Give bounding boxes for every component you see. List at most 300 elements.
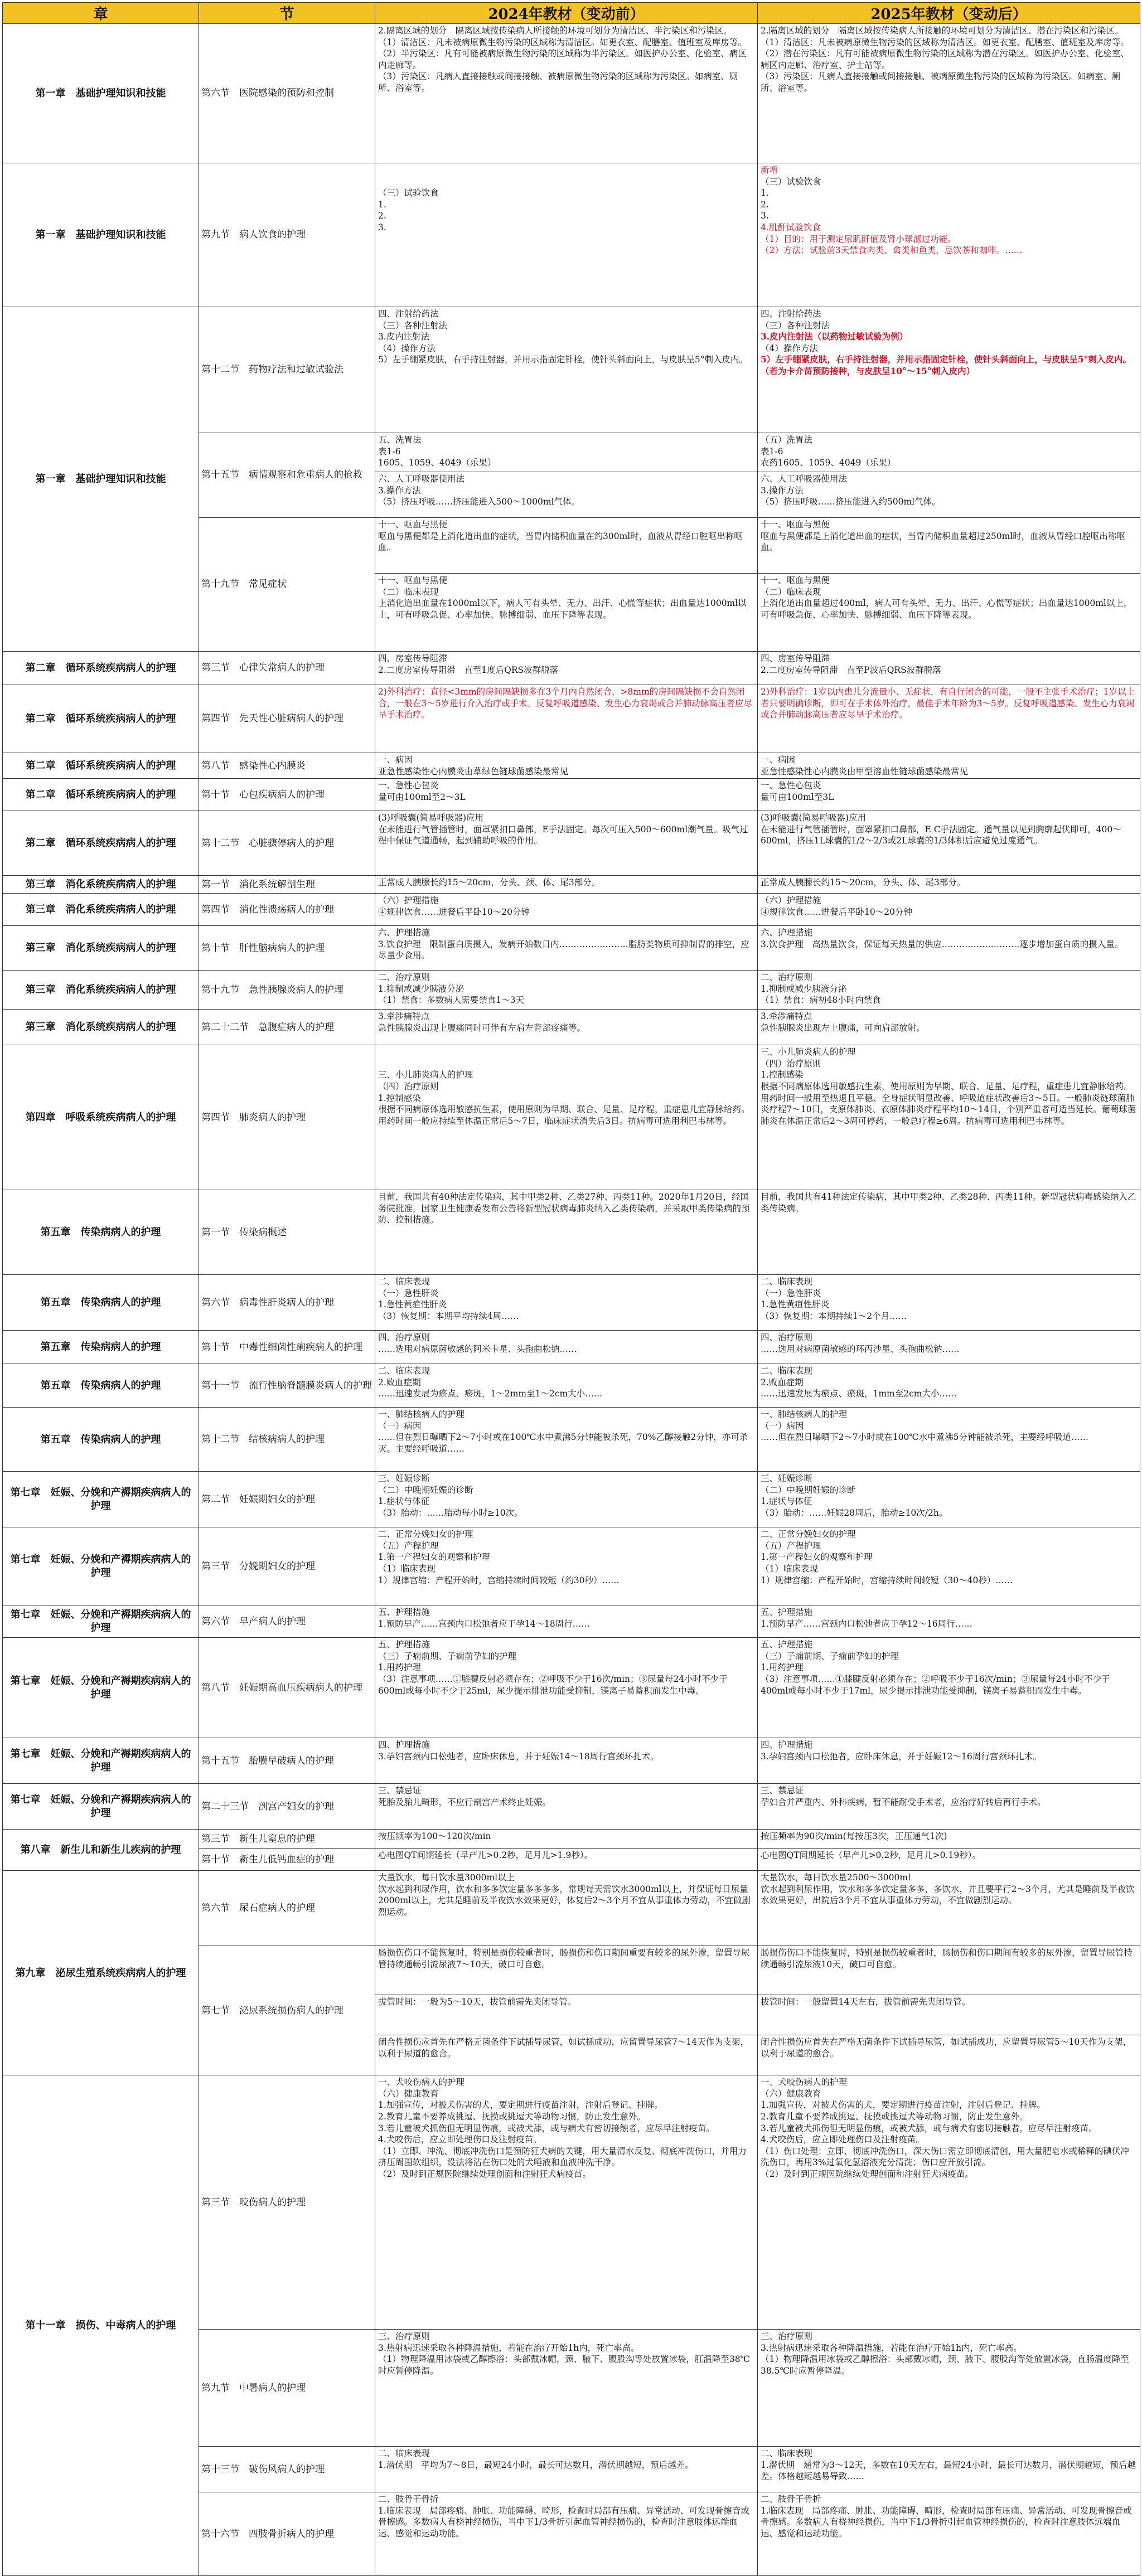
before-cell	[375, 1849, 758, 1871]
text-line: （1）立即、冲洗、彻底冲洗伤口是预防狂犬病的关键，用大量清水反复、彻底冲洗伤口，并用力挤压周围软组织，设法将沾在伤口处的犬唾液和血液冲洗干净。	[378, 2146, 747, 2168]
text-line: （三）各种注射法	[378, 320, 448, 331]
text-line: （3）污染区：凡病人直接接触或间接接触、被病原微生物污染的区域称为污染区。如病室、厕所、浴室等。	[761, 71, 1121, 94]
text-line: ……选用对病原菌敏感的阿米卡星、头孢曲松钠……	[378, 1343, 577, 1354]
text-line: 1.第一产程妇女的观察和护理	[761, 1552, 873, 1563]
text-line	[378, 1058, 754, 1070]
text-line: 1.预防早产……宫颈内口松弛者应于孕12～16周行……	[761, 1618, 972, 1629]
text-line: 3.操作方法	[761, 485, 804, 496]
table-row	[3, 1275, 1140, 1331]
table-row	[3, 894, 1140, 926]
chapter-cell: 第七章 妊娠、分娩和产褥期疾病病人的护理	[3, 1605, 199, 1638]
section-cell: 第三节 心律失常病人的护理	[199, 652, 375, 685]
text-line: 1.控制感染	[761, 1070, 804, 1080]
section-cell: 第四节 肺炎病人的护理	[199, 1045, 375, 1190]
text-line: 3.牵涉痛特点	[761, 1011, 812, 1022]
text-line: 在未能进行气管插管时，面罩紧扣口鼻部，E手法固定。每次可压入500～600ml潮气量。吸气过程中保证气道通畅，起到辅助呼吸的作用。	[378, 824, 748, 846]
text-line: （一）病因	[378, 1420, 422, 1431]
before-cell	[375, 1946, 758, 1995]
text-line: （一）急性肝炎	[761, 1288, 821, 1298]
table-row	[3, 876, 1140, 894]
section-cell: 第十五节 病情观察和危重病人的抢救	[199, 433, 375, 518]
after-cell	[758, 307, 1140, 433]
text-line: (3)呼吸囊(简易呼吸器)应用	[378, 813, 484, 823]
text-line: 一、犬咬伤病人的护理	[378, 2077, 465, 2088]
before-cell	[375, 1738, 758, 1784]
section-cell: 第十六节 四肢骨折病人的护理	[199, 2492, 375, 2576]
text-line: 四、房室传导阻滞	[761, 653, 830, 663]
text-line: 六、护理措施	[761, 928, 813, 938]
text-line: 1605、1059、4049（乐果）	[378, 458, 496, 468]
text-line: 死胎及胎儿畸形，不应行剖宫产术终止妊娠。	[378, 1797, 551, 1807]
text-line: （五）产程护理	[761, 1540, 821, 1551]
chapter-cell: 第三章 消化系统疾病病人的护理	[3, 971, 199, 1010]
after-cell	[758, 2330, 1140, 2447]
section-cell: 第十节 新生儿低钙血症的护理	[199, 1849, 375, 1871]
section-cell: 第一节 传染病概述	[199, 1190, 375, 1275]
before-cell	[375, 779, 758, 811]
text-line: 六、人工呼吸器使用法	[378, 474, 465, 484]
section-cell: 第六节 早产病人的护理	[199, 1605, 375, 1638]
chapter-cell: 第四章 呼吸系统疾病病人的护理	[3, 1045, 199, 1190]
before-cell	[375, 1995, 758, 2035]
after-cell	[758, 811, 1140, 876]
text-line: （2）及时到正规医院继续处理创面和注射狂犬病疫苗。	[761, 2169, 974, 2180]
section-cell: 第八节 感染性心内膜炎	[199, 753, 375, 779]
table-row	[3, 1010, 1140, 1045]
text-line: （六）护理措施	[378, 895, 439, 906]
table-body	[3, 24, 1140, 2576]
text-line: 3.若儿童被犬抓伤但无明显伤痕，或被犬舔，或与病犬有密切接触者，应尽早注射疫苗。	[378, 2123, 715, 2133]
table-row	[3, 926, 1140, 971]
text-line: （3）注意事项……①膝腱反射必须存在；②呼吸不少于16次/min；③尿量每24小时不少于600ml或每小时不少于25ml，尿少提示排泄功能受抑制，镁离子易蓄积而发生中毒。	[378, 1674, 728, 1696]
table-row	[3, 652, 1140, 685]
text-line: 拔管时间：一般为5～10天，拔管前需先夹闭导管。	[378, 1997, 577, 2007]
text-line: 3.孕妇宫颈内口松弛者，应卧床休息，并于妊娠12～16周行宫颈环扎术。	[761, 1751, 1042, 1762]
text-line: 五、护理措施	[378, 1639, 430, 1650]
chapter-cell: 第七章 妊娠、分娩和产褥期疾病病人的护理	[3, 1784, 199, 1830]
chapter-cell: 第五章 传染病病人的护理	[3, 1331, 199, 1364]
text-line: 三、禁忌证	[761, 1786, 804, 1796]
text-line: ……选用对病原菌敏感的环丙沙星、头孢曲松钠……	[761, 1343, 960, 1354]
text-line: 一、犬咬伤病人的护理	[761, 2077, 848, 2088]
text-line: 三、治疗原则	[378, 2331, 430, 2342]
text-line: 1.抑制或减少胰液分泌	[761, 983, 847, 994]
table-row	[3, 1408, 1140, 1472]
text-line: 2.二度房室传导阻滞 直至P波后QRS波群脱落	[761, 664, 941, 675]
text-line: 3.	[761, 211, 769, 221]
text-line: 二、正常分娩妇女的护理	[761, 1529, 856, 1540]
after-cell	[758, 1364, 1140, 1408]
before-cell	[375, 1472, 758, 1527]
before-cell	[375, 876, 758, 894]
comparison-sheet	[2, 2, 1140, 2576]
table-row	[3, 1638, 1140, 1738]
text-line: 4.肌酐试验饮食	[761, 222, 821, 233]
text-line: 根据不同病原体选用敏感抗生素，使用原则为早期、联合、足量、足疗程，重症患儿宜静脉给药。用药时间一般用至热退且平稳、全身症状明显改善、呼吸道症状改善后3～5日。一般肺炎链球菌肺炎疗程7～10日，支原体肺炎、衣原体肺炎疗程平均10～14日，个别严重者可适当延长。葡萄球菌肺炎在体温正常后2～3周可停药，一般总疗程≥6周。抗病毒可选用利巴韦林等。	[761, 1081, 1136, 1126]
after-cell	[758, 2075, 1140, 2330]
after-cell	[758, 876, 1140, 894]
text-line: 2.	[761, 199, 769, 210]
after-cell	[758, 1784, 1140, 1830]
text-line: （2）潜在污染区：凡有可能被病原微生物污染的区域称为潜在污染区。如医护办公室、化验室、病区内走廊、治疗室、护士站等。	[761, 48, 1129, 70]
before-cell	[375, 518, 758, 574]
text-line: 2.教育儿童不要养成挑逗、抚摸或挑逗犬等动物习惯，防止发生意外。	[378, 2112, 646, 2122]
text-line: （1）清洁区：凡未被病原微生物污染的区域称为清洁区。如更衣室、配膳室、值班室及库房等。	[378, 37, 747, 47]
before-cell	[375, 1830, 758, 1849]
text-line: 3.操作方法	[378, 485, 421, 496]
text-line: 二、治疗原则	[761, 972, 813, 983]
chapter-cell: 第二章 循环系统疾病病人的护理	[3, 811, 199, 876]
text-line: （三）试验饮食	[761, 176, 821, 187]
chapter-cell: 第二章 循环系统疾病病人的护理	[3, 753, 199, 779]
col-header-section: 节	[199, 3, 375, 24]
text-line: 一、肺结核病人的护理	[378, 1409, 465, 1420]
section-cell: 第十九节 急性胰腺炎病人的护理	[199, 971, 375, 1010]
before-cell	[375, 1638, 758, 1738]
text-line: 2)外科治疗：1岁以内患儿分流量小、无症状，有自行闭合的可能，一般不主张手术治疗；1岁以上者只要明确诊断，即可在手术体外治疗，最佳手术年龄为3～5岁。反复呼吸道感染、发生心力衰竭或合并肺动脉高压者应尽早手术治疗。	[761, 687, 1135, 720]
before-cell	[375, 2035, 758, 2075]
chapter-cell: 第七章 妊娠、分娩和产褥期疾病病人的护理	[3, 1638, 199, 1738]
before-cell	[375, 2447, 758, 2492]
table-row	[3, 1364, 1140, 1408]
after-cell	[758, 433, 1140, 472]
text-line: 大量饮水，每日饮水量3000ml以上	[378, 1872, 515, 1883]
section-cell: 第十节 肝性脑病病人的护理	[199, 926, 375, 971]
text-line: 目前，我国共有40种法定传染病，其中甲类2种、乙类27种、丙类11种。2020年1月20日，经国务院批准，国家卫生健康委发布公告将新型冠状病毒肺炎纳入乙类传染病，并采取甲类传染病的预防、控制措施。	[378, 1192, 750, 1225]
text-line: 闭合性损伤应首先在严格无菌条件下试插导尿管，如试插成功，应留置导尿管7～14天作为支架，以利于尿道的愈合。	[378, 2037, 749, 2059]
text-line: 二、肢骨干骨折	[761, 2494, 821, 2505]
text-line: 肠损伤伤口不能恢复时，特别是损伤较重者时，肠损伤和伤口期间有较多的尿外渗，留置导尿管持续通畅引流尿液10天，破口可自愈。	[761, 1948, 1133, 1969]
before-cell	[375, 1527, 758, 1605]
chapter-cell: 第一章 基础护理知识和技能	[3, 163, 199, 307]
section-cell: 第十五节 胎膜早破病人的护理	[199, 1738, 375, 1784]
text-line: 心电图QT间期延长（早产儿>0.2秒，足月儿>1.9秒）。	[378, 1850, 593, 1861]
text-line: （1）清洁区：凡未被病原微生物污染的区域称为清洁区。如更衣室、配膳室、值班室及库房等。	[761, 37, 1129, 47]
before-cell	[375, 1784, 758, 1830]
chapter-cell: 第二章 循环系统疾病病人的护理	[3, 652, 199, 685]
after-cell	[758, 1946, 1140, 1995]
text-line: 大量饮水，每日饮水量2500～3000ml	[761, 1872, 911, 1883]
text-line: 三、禁忌证	[378, 1786, 422, 1796]
text-line: 五、护理措施	[761, 1607, 813, 1618]
text-line: 三、妊娠诊断	[761, 1473, 813, 1484]
text-line: 肠损伤伤口不能恢复时，特别是损伤较重者时，肠损伤和伤口期间重要有较多的尿外渗，留置导尿管持续通畅引流尿液7～10天，破口可自愈。	[378, 1948, 750, 1969]
section-cell: 第十二节 结核病病人的护理	[199, 1408, 375, 1472]
text-line: 在未能进行气管插管时，面罩紧扣口鼻部，E C手法固定。通气量以见到胸廓起伏即可，400～600ml，挤压1L球囊的1/2～2/3或2L球囊的1/3体积后应避免过度通气。	[761, 824, 1121, 846]
text-line: 呕血与黑便都是上消化道出血的症状，当胃内储积血量在约300ml时，血液从胃经口腔呕出称呕血。	[378, 531, 743, 553]
section-cell: 第十节 心包疾病病人的护理	[199, 779, 375, 811]
chapter-cell: 第三章 消化系统疾病病人的护理	[3, 876, 199, 894]
chapter-cell: 第八章 新生儿和新生儿疾病的护理	[3, 1830, 199, 1871]
text-line: （1）伤口处理：立即、彻底冲洗伤口，深大伤口需立即彻底清创，用大量肥皂水或稀释的碘伏冲洗伤口，再用3%过氧化氢溶液充分清洗；伤口应开放引流。	[761, 2146, 1129, 2168]
text-line: （3）污染区：凡病人直接接触或间接接触、被病原微生物污染的区域称为污染区。如病室、厕所、浴室等。	[378, 71, 738, 94]
text-line: （四）治疗原则	[378, 1081, 439, 1092]
text-line: 五、护理措施	[761, 1639, 813, 1650]
after-cell	[758, 1527, 1140, 1605]
text-line: （3）恢复期：本期平均持续4周……	[378, 1311, 519, 1322]
text-line: 四、注射给药法	[761, 309, 821, 319]
text-line: 心电图QT间期延长（早产儿>0.2秒，足月儿>0.19秒）。	[761, 1850, 981, 1861]
after-cell	[758, 2492, 1140, 2576]
text-line: 3.孕妇宫颈内口松弛者，应卧床休息，并于妊娠14～18周行宫颈环扎术。	[378, 1751, 659, 1762]
text-line: 四、房室传导阻滞	[378, 653, 448, 663]
text-line: 3.热射病迅速采取各种降温措施，若能在治疗开始1h内，死亡率高。	[761, 2342, 1022, 2353]
text-line: （2）方法：试验前3天禁食肉类、禽类和鱼类，忌饮茶和咖啡。……	[761, 245, 1023, 256]
after-cell	[758, 1995, 1140, 2035]
text-line: 1.临床表现 局部疼痛、肿胀、功能障碍、畸形，检查时局部有压痛、异常活动、可发现骨擦音或骨擦感。多数病人有桡神经损伤，当中下1/3骨折引起血管神经损伤的，检查时注意肢体远端血运、感觉和运动功能。	[378, 2505, 749, 2539]
after-cell	[758, 2447, 1140, 2492]
text-line: 4.犬咬伤后，应立即处理伤口及注射疫苗。	[761, 2134, 925, 2145]
table-row	[3, 1830, 1140, 1849]
after-cell	[758, 1190, 1140, 1275]
text-line: （3）胎动：……妊娠28周后，胎动≥10次/2h。	[761, 1508, 948, 1519]
table-row	[3, 1784, 1140, 1830]
text-line: 孕妇合并严重内、外科疾病，暂不能耐受手术者，应治疗好转后再行手术。	[761, 1797, 1046, 1807]
text-line: 1.加强宣传，对被犬伤害的犬，要定期进行疫苗注射，注射后登记、挂牌。	[761, 2100, 1046, 2111]
text-line: 1.	[378, 199, 386, 210]
section-cell: 第三节 新生儿窒息的护理	[199, 1830, 375, 1849]
chapter-cell: 第七章 妊娠、分娩和产褥期疾病病人的护理	[3, 1472, 199, 1527]
chapter-cell: 第一章 基础护理知识和技能	[3, 24, 199, 163]
text-line: 三、治疗原则	[761, 2331, 813, 2342]
after-cell	[758, 163, 1140, 307]
before-cell	[375, 163, 758, 307]
text-line: 十一、呕血与黑便	[761, 520, 830, 530]
text-line: （四）治疗原则	[761, 1058, 821, 1069]
text-line: 5）左手绷紧皮肤，右手持注射器，并用示指固定针栓，使针头斜面向上，与皮肤呈5°刺入皮内。（若为卡介苗预防接种，与皮肤呈10°～15°刺入皮内）	[761, 354, 1131, 377]
text-line	[378, 164, 754, 176]
text-line: 正常成人胰腺长约15～20cm，分头、体、尾3部分。	[761, 877, 966, 888]
text-line: 1.临床表现 局部疼痛、肿胀、功能障碍、畸形，检查时局部有压痛、异常活动、可发现骨擦音或骨擦感。多数病人有桡神经损伤，当中下1/3骨折引起血管神经损伤的，检查时注意肢体远端血运、感觉和运动功能。	[761, 2505, 1132, 2539]
before-cell	[375, 1190, 758, 1275]
text-line: （1）禁食：多数病人需要禁食1～3天	[378, 995, 525, 1006]
text-line: ④规律饮食……进餐后平卧10～20分钟	[761, 906, 912, 917]
text-line: 一、急性心包炎	[378, 780, 439, 791]
after-cell	[758, 1638, 1140, 1738]
before-cell	[375, 753, 758, 779]
text-line: 亚急性感染性心内膜炎由草绿色链球菌感染最常见	[378, 766, 569, 777]
before-cell	[375, 652, 758, 685]
text-line: 二、肢骨干骨折	[378, 2494, 439, 2505]
section-cell: 第十二节 心脏骤停病人的护理	[199, 811, 375, 876]
text-line: （1）临床表现	[761, 1564, 818, 1574]
chapter-cell: 第二章 循环系统疾病病人的护理	[3, 685, 199, 753]
after-cell	[758, 652, 1140, 685]
section-cell: 第七节 泌尿系统损伤病人的护理	[199, 1946, 375, 2075]
text-line: 按压频率为90次/min(每按压3次，正压通气1次)	[761, 1831, 947, 1842]
section-cell: 第一节 消化系统解剖生理	[199, 876, 375, 894]
after-cell	[758, 1830, 1140, 1849]
text-line: 1.急性黄疸性肝炎	[761, 1299, 830, 1310]
table-row	[3, 1605, 1140, 1638]
after-cell	[758, 1010, 1140, 1045]
table-row	[3, 163, 1140, 307]
after-cell	[758, 1605, 1140, 1638]
text-line: 亚急性感染性心内膜炎由甲型溶血性链球菌感染最常见	[761, 766, 969, 777]
text-line: 2.教育儿童不要养成挑逗、抚摸或挑逗犬等动物习惯，防止发生意外。	[761, 2112, 1028, 2122]
before-cell	[375, 1010, 758, 1045]
after-cell	[758, 971, 1140, 1010]
section-cell: 第九节 中暑病人的护理	[199, 2330, 375, 2447]
text-line: 四、护理措施	[761, 1740, 813, 1750]
header-row	[3, 3, 1140, 24]
text-line: 新增	[761, 165, 778, 175]
text-line: 3.皮内注射法（以药物过敏试验为例）	[761, 331, 908, 342]
before-cell	[375, 685, 758, 753]
before-cell	[375, 433, 758, 472]
text-line: 饮水起到利尿作用，饮水和多多饮定量多多多多，常规每天需饮水3000ml以上，并保证每日尿量2000ml以上，尤其是睡前及半夜饮水效果更好，体复后2～3个月不宜从事重体力劳动，不宜做剧烈运动。	[378, 1884, 751, 1918]
text-line: （5）挤压呼吸……挤压能进入500～1000ml气体。	[378, 497, 580, 507]
text-line: 二、临床表现	[761, 2448, 813, 2459]
before-cell	[375, 1871, 758, 1946]
before-cell	[375, 307, 758, 433]
text-line: （2）及时到正规医院继续处理创面和注射狂犬病疫苗。	[378, 2169, 591, 2180]
chapter-cell: 第九章 泌尿生殖系统疾病病人的护理	[3, 1871, 199, 2075]
text-line: 1.急性黄疸性肝炎	[378, 1299, 447, 1310]
text-line: 4.犬咬伤后，应立即处理伤口及注射疫苗。	[378, 2134, 542, 2145]
text-line: （3）恢复期：本期持续1～2个月……	[761, 1311, 907, 1322]
text-line: （1）物理降温用冰袋或乙醇擦浴：头部戴冰帽，颈、腋下、腹股沟等处放置冰袋，直肠温度降至38.5℃时应暂停降温。	[761, 2354, 1129, 2376]
text-line: (3)呼吸囊(简易呼吸器)应用	[761, 813, 867, 823]
after-cell	[758, 1045, 1140, 1190]
text-line: （二）临床表现	[761, 586, 821, 597]
text-line: ……但在烈日曝晒下2～7小时或在100℃水中煮沸5分钟能被杀死，70%乙醇接触2分钟，亦可杀灭。主要经呼吸道……	[378, 1432, 748, 1454]
after-cell	[758, 1331, 1140, 1364]
text-line: 二、正常分娩妇女的护理	[378, 1529, 473, 1540]
text-line: 3.饮食护理 高热量饮食，保证每天热量的供应………………………逐步增加蛋白质的摄入量。	[761, 939, 1124, 949]
text-line: 三、小儿肺炎病人的护理	[378, 1070, 473, 1080]
before-cell	[375, 926, 758, 971]
text-line: 5）左手绷紧皮肤，右手持注射器，并用示指固定针栓，使针头斜面向上，与皮肤呈5°刺入皮内。	[378, 355, 748, 365]
section-cell: 第二十三节 剖宫产妇女的护理	[199, 1784, 375, 1830]
before-cell	[375, 2492, 758, 2576]
chapter-cell: 第五章 传染病病人的护理	[3, 1275, 199, 1331]
table-row	[3, 24, 1140, 163]
text-line: 一、肺结核病人的护理	[761, 1409, 848, 1420]
section-cell: 第二节 妊娠期妇女的护理	[199, 1472, 375, 1527]
text-line: 二、临床表现	[378, 1366, 430, 1376]
text-line: 3.饮食护理 限制蛋白质摄入，发病开始数日内……………………脂肪类物质可抑制胃的排空，应尽量少食用。	[378, 939, 749, 961]
table-row	[3, 307, 1140, 433]
text-line: 农药1605、1059、4049（乐果）	[761, 458, 896, 468]
text-line: （二）临床表现	[378, 586, 439, 597]
after-cell	[758, 24, 1140, 163]
text-line: 二、临床表现	[761, 1366, 813, 1376]
text-line: （1）物理降温用冰袋或乙醇擦浴：头部戴冰帽，颈、腋下、腹股沟等处放置冰袋，肛温降至38℃时应暂停降温。	[378, 2354, 750, 2376]
chapter-cell: 第五章 传染病病人的护理	[3, 1408, 199, 1472]
text-line: （4）操作方法	[378, 343, 435, 353]
text-line: 二、临床表现	[378, 2448, 430, 2459]
text-line: 2.二度房室传导阻滞 直至1度后QRS波群脱落	[378, 664, 559, 675]
table-row	[3, 1045, 1140, 1190]
text-line: （二）中晚期妊娠的诊断	[378, 1485, 473, 1495]
after-cell	[758, 1472, 1140, 1527]
text-line: 1.加强宣传，对被犬伤害的犬，要定期进行疫苗注射，注射后登记、挂牌。	[378, 2100, 663, 2111]
text-line: 2.隔离区域的划分 隔离区域按传染病人所接触的环境可划分为清洁区、潜在污染区和污染区。	[761, 26, 1124, 36]
table-row	[3, 779, 1140, 811]
table-row	[3, 1190, 1140, 1275]
text-line: 一、病因	[761, 755, 796, 765]
text-line: 上消化道出血量超过400ml，病人可有头晕、无力、出汗、心慌等症状；出血量达1000ml以上，可有呼吸急促、心率加快、脉搏细弱、血压下降等表现。	[761, 598, 1133, 620]
text-line: 三、妊娠诊断	[378, 1473, 430, 1484]
text-line: 一、急性心包炎	[761, 780, 821, 791]
text-line: 五、护理措施	[378, 1607, 430, 1618]
chapter-cell: 第三章 消化系统疾病病人的护理	[3, 894, 199, 926]
before-cell	[375, 2075, 758, 2330]
text-line: 1.抑制或减少胰液分泌	[378, 983, 464, 994]
section-cell: 第六节 医院感染的预防和控制	[199, 24, 375, 163]
text-line: 1.预防早产……宫颈内口松弛者应于孕14～18周行……	[378, 1618, 590, 1629]
text-line: 三、小儿肺炎病人的护理	[761, 1047, 856, 1057]
text-line: 按压频率为100～120次/min	[378, 1831, 491, 1842]
text-line	[378, 1046, 754, 1058]
text-line: 量可由100ml至3L	[761, 792, 834, 802]
text-line: 1.潜伏期 平均为7～8日，最短24小时，最长可达数月，潜伏期越短，预后越差。	[378, 2459, 694, 2470]
after-cell	[758, 1871, 1140, 1946]
chapter-cell: 第二章 循环系统疾病病人的护理	[3, 779, 199, 811]
section-cell: 第九节 病人饮食的护理	[199, 163, 375, 307]
textbook-change-table	[2, 2, 1140, 2576]
text-line: 四、护理措施	[378, 1740, 430, 1750]
text-line: 四、治疗原则	[761, 1332, 813, 1343]
after-cell	[758, 685, 1140, 753]
before-cell	[375, 574, 758, 652]
text-line: 2.败血症期	[378, 1377, 421, 1388]
text-line: （三）子痫前期、子痫前孕妇的护理	[761, 1651, 899, 1661]
before-cell	[375, 1408, 758, 1472]
text-line: 1.	[761, 188, 769, 198]
text-line: 2)外科治疗：直径<3mm的房间隔缺损多在3个月内自然闭合，>8mm的房间隔缺损不会自然闭合，一般在3～5岁进行介入治疗或手术。反复呼吸道感染、发生心力衰竭或合并肺动脉高压者应尽早手术治疗。	[378, 687, 752, 720]
before-cell	[375, 1331, 758, 1364]
text-line: 3.热射病迅速采取各种降温措施，若能在治疗开始1h内，死亡率高。	[378, 2342, 640, 2353]
table-row	[3, 1331, 1140, 1364]
text-line: 闭合性损伤应首先在严格无菌条件下试插导尿管，如试插成功，应留置导尿管5～10天作为支架，以利于尿道的愈合。	[761, 2037, 1132, 2059]
text-line: （一）病因	[761, 1420, 804, 1431]
text-line: （三）子痫前期、子痫前孕妇的护理	[378, 1651, 517, 1661]
after-cell	[758, 926, 1140, 971]
text-line: （三）各种注射法	[761, 320, 830, 331]
text-line: 十一、呕血与黑便	[378, 520, 448, 530]
table-row	[3, 1738, 1140, 1784]
before-cell	[375, 1364, 758, 1408]
table-row	[3, 1871, 1140, 1946]
chapter-cell: 第七章 妊娠、分娩和产褥期疾病病人的护理	[3, 1738, 199, 1784]
after-cell	[758, 753, 1140, 779]
after-cell	[758, 472, 1140, 518]
chapter-cell: 第十一章 损伤、中毒病人的护理	[3, 2075, 199, 2576]
section-cell: 第十一节 流行性脑脊髓膜炎病人的护理	[199, 1364, 375, 1408]
text-line: 1.症状与体征	[378, 1496, 430, 1507]
after-cell	[758, 1849, 1140, 1871]
before-cell	[375, 2330, 758, 2447]
table-row	[3, 811, 1140, 876]
text-line: （4）操作方法	[761, 343, 818, 353]
section-cell: 第十节 中毒性细菌性痢疾病人的护理	[199, 1331, 375, 1364]
text-line: 急性胰腺炎出现上腹痛同时可伴有左肩左背部疼痛等。	[378, 1022, 586, 1033]
after-cell	[758, 1275, 1140, 1331]
chapter-cell: 第三章 消化系统疾病病人的护理	[3, 926, 199, 971]
text-line: 目前，我国共有41种法定传染病，其中甲类2种、乙类28种、丙类11种。新型冠状病毒感染纳入乙类传染病。	[761, 1192, 1136, 1214]
text-line: 2.败血症期	[761, 1377, 804, 1388]
text-line: 量可由100ml至2～3L	[378, 792, 466, 802]
before-cell	[375, 24, 758, 163]
text-line: （3）注意事项……①膝腱反射必须存在；②呼吸不少于16次/min；③尿量每24小时不少于400ml或每小时不少于17ml，尿少提示排泄功能受抑制，镁离子易蓄积而发生中毒。	[761, 1674, 1110, 1696]
table-row	[3, 1472, 1140, 1527]
text-line: （5）挤压呼吸……挤压能进入约500ml气体。	[761, 497, 941, 507]
text-line: （五）洗胃法	[761, 435, 813, 445]
text-line: （六）护理措施	[761, 895, 821, 906]
table-row	[3, 2075, 1140, 2330]
